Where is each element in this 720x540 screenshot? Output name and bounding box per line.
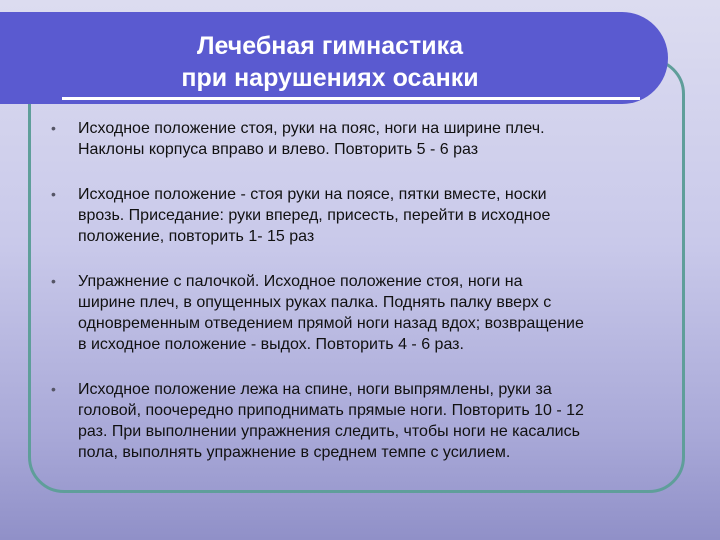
list-item-text-line: Исходное положение лежа на спине, ноги выпрямлены, руки за (78, 381, 552, 398)
bullet-icon: • (51, 186, 56, 202)
list-item-text-line: Исходное положение - стоя руки на поясе, пятки вместе, носки (78, 186, 547, 203)
list-item-text-line: в исходное положение - выдох. Повторить 4 - 6 раз. (78, 336, 464, 353)
list-item-text-line: одновременным отведением прямой ноги назад вдох; возвращение (78, 315, 584, 332)
list-item-text-line: головой, поочередно приподнимать прямые ноги. Повторить 10 - 12 (78, 402, 584, 419)
list-item-text-line: врозь. Приседание: руки вперед, присесть, перейти в исходное (78, 207, 551, 224)
title-banner (0, 12, 668, 104)
list-item-text-line: Упражнение с палочкой. Исходное положение стоя, ноги на (78, 273, 523, 290)
exercise-list (50, 118, 670, 487)
slide-title (0, 30, 660, 94)
list-item (50, 118, 670, 160)
list-item-text-line: Наклоны корпуса вправо и влево. Повторить 5 - 6 раз (78, 141, 479, 158)
bullet-icon: • (51, 273, 56, 289)
title-underline (62, 97, 640, 100)
bullet-icon: • (51, 381, 56, 397)
list-item-text-line: положение, повторить 1- 15 раз (78, 228, 315, 245)
slide-title-line-2: при нарушениях осанки (181, 64, 479, 92)
list-item (50, 184, 670, 247)
slide-title-line-1: Лечебная гимнастика (196, 32, 464, 60)
list-item-text-line: Исходное положение стоя, руки на пояс, ноги на ширине плеч. (78, 120, 545, 137)
list-item-text-line: ширине плеч, в опущенных руках палка. Поднять палку вверх с (78, 294, 552, 311)
list-item-text-line: пола, выполнять упражнение в среднем темпе с усилием. (78, 444, 511, 461)
bullet-icon: • (51, 120, 56, 136)
list-item (50, 379, 670, 463)
list-item (50, 271, 670, 355)
list-item-text-line: раз. При выполнении упражнения следить, чтобы ноги не касались (78, 423, 580, 440)
